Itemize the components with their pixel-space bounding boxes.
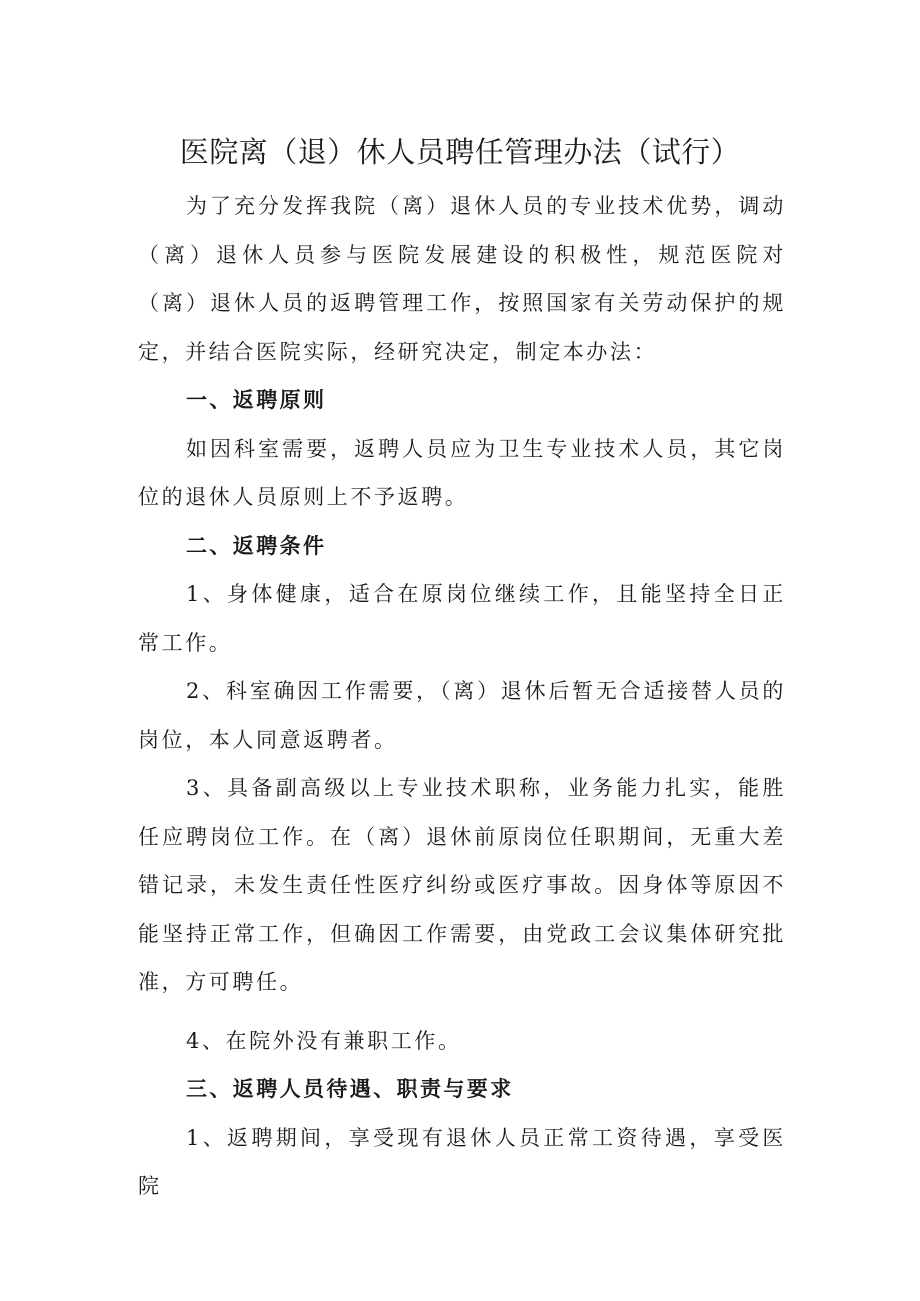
section-heading: 三、返聘人员待遇、职责与要求 [186, 1076, 514, 1101]
section-paragraph: 1、返聘期间，享受现有退休人员正常工资待遇，享受医院 [138, 1125, 786, 1198]
intro-paragraph: 为了充分发挥我院（离）退休人员的专业技术优势，调动（离）退休人员参与医院发展建设的积极性，规范医院对（离）退休人员的返聘管理工作，按照国家有关劳动保护的规定，并结合医院实际，经研究决定，制定本办法： [138, 194, 786, 364]
section-paragraph: 如因科室需要，返聘人员应为卫生专业技术人员，其它岗位的退休人员原则上不予返聘。 [138, 436, 786, 509]
section-heading: 二、返聘条件 [186, 532, 327, 558]
section-paragraph: 3、具备副高级以上专业技术职称，业务能力扎实，能胜任应聘岗位工作。在（离）退休前原岗位任职期间，无重大差错记录，未发生责任性医疗纠纷或医疗事故。因身体等原因不能坚持正常工作，但确因工作需要，由党政工会议集体研究批准，方可聘任。 [138, 776, 786, 994]
section-paragraph: 1、身体健康，适合在原岗位继续工作，且能坚持全日正常工作。 [138, 582, 786, 655]
section-heading: 一、返聘原则 [186, 387, 327, 412]
document-title: 医院离（退）休人员聘任管理办法（试行） [179, 135, 741, 169]
section-paragraph: 2、科室确因工作需要，（离）退休后暂无合适接替人员的岗位，本人同意返聘者。 [138, 679, 786, 752]
section-paragraph: 4、在院外没有兼职工作。 [186, 1028, 462, 1053]
document-body [138, 182, 786, 1211]
